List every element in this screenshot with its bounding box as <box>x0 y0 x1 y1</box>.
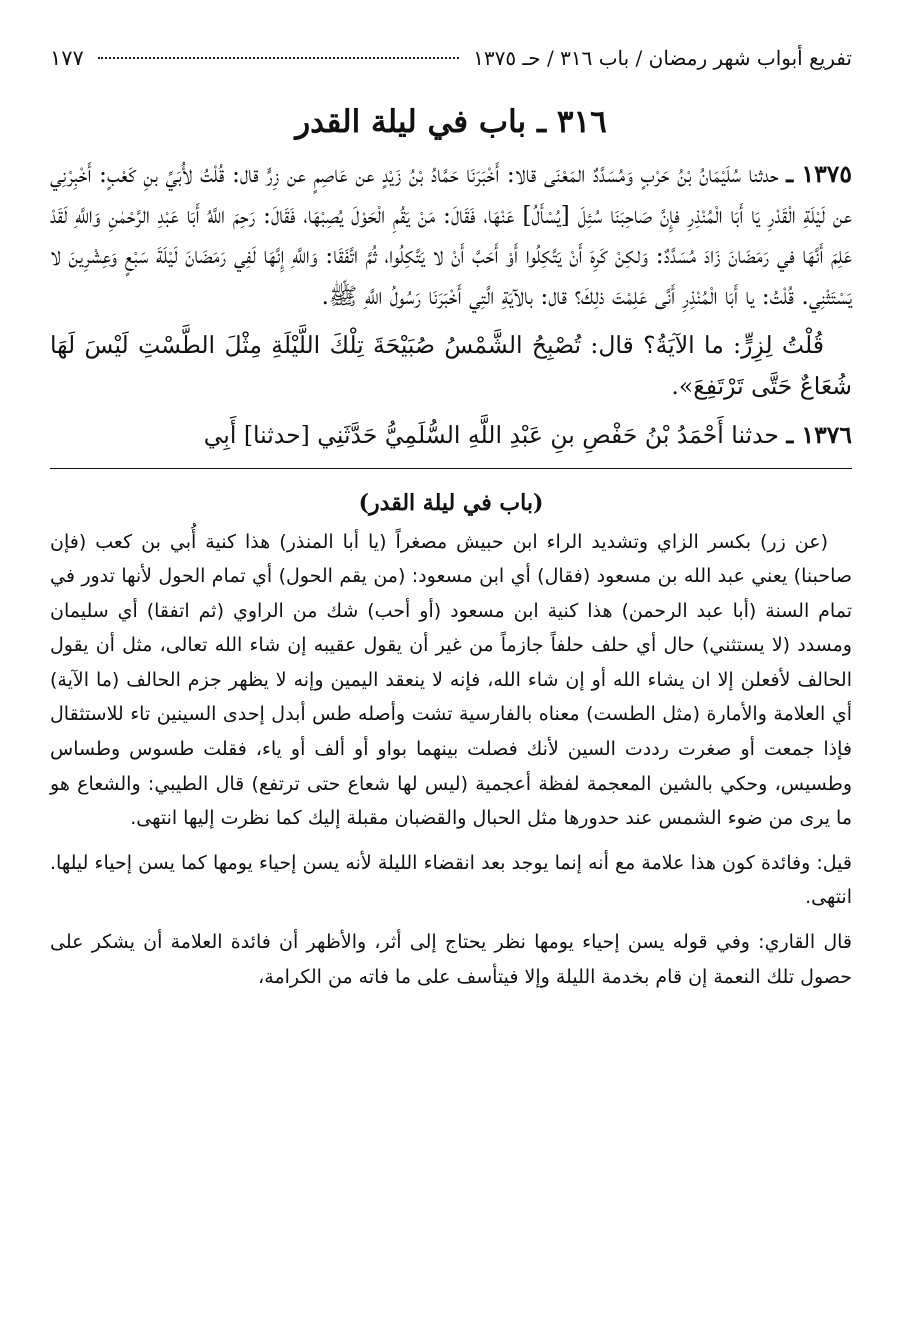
page-number: ١٧٧ <box>50 46 84 70</box>
chapter-title: ٣١٦ ـ باب في ليلة القدر <box>295 104 607 140</box>
hadith-1375-paragraph-1 <box>50 154 852 316</box>
commentary-paragraph-3: قال القاري: وفي قوله يسن إحياء يومها نظر يحتاج إلى أثر، والأظهر أن فائدة العلامة أن يشكر على حصول تلك النعمة إن قام بخدمة الليلة وإلا فيتأسف على ما فاته من الكرامة، <box>50 931 852 988</box>
running-header <box>50 38 852 78</box>
commentary-paragraph-2: قيل: وفائدة كون هذا علامة مع أنه إنما يوجد بعد انقضاء الليلة لأنه يسن إحياء يومها كما يسن إحياء ليلها. انتهى. <box>50 851 852 909</box>
hadith-text: حدثنا أَحْمَدُ بْنُ حَفْصِ بنِ عَبْدِ اللَّهِ السُّلَمِيُّ حَدَّثَنِي [حدثنا] أَبِي <box>203 421 779 449</box>
commentary-title: (باب في ليلة القدر) <box>358 489 544 516</box>
commentary-paragraph-1: (عن زر) بكسر الزاي وتشديد الراء ابن حبيش مصغراً (يا أبا المنذر) هذا كنية أُبي بن كعب (فإن صاحبنا) يعني عبد الله بن مسعود (فقال) أي ابن مسعود: (من يقم الحول) أي تمام الحول لأنها تدور في تمام السنة (أبا عبد الرحمن) هذا كنية ابن مسعود (أو أحب) شك من الراوي (ثم اتفقا) أي سليمان ومسدد (لا يستثني) حال أي حلف حلفاً جازماً من غير أن يقول عقيبه إن شاء الله تعالى، مثل أن يقول الحالف لأفعلن إلا ان يشاء الله أو إن شاء الله، فإنه لا ينعقد اليمين وإنه لا يظهر جزم الحالف (ما الآية) أي العلامة والأمارة (مثل الطست) معناه بالفارسية تشت وأصله طس أبدل إحدى السينين تاء للاستثقال فإذا جمعت أو صغرت رددت السين لأنك فصلت بينهما بواو أو ألف أو ياء، فقلت طسوس وطساس وطسيس، وحكي بالشين المعجمة لفظة أعجمية (ليس لها شعاع حتى ترتفع) قال الطيبي: والشعاع هو ما يرى من ضوء الشمس عند حدورها مثل الحبال والقضبان مقبلة إليك كما نظرت إليها انتهى. <box>50 530 852 830</box>
hadith-1375-paragraph-2: قُلْتُ لِزِرٍّ: ما الآيَةُ؟ قال: تُصْبِحُ الشَّمْسُ صُبَيْحَةَ تِلْكَ اللَّيْلَةِ مِثْلَ الطَّسْتِ لَيْسَ لَهَا شُعَاعٌ حَتَّى تَرْتَفِعَ». <box>50 331 852 400</box>
book-page <box>50 38 852 1318</box>
footnote-separator <box>50 468 852 469</box>
dotted-leader <box>98 57 459 59</box>
hadith-number: ١٣٧٥ ـ <box>786 160 852 188</box>
hadith-1376 <box>50 415 852 456</box>
hadith-text: حدثنا سُلَيْمَانُ بْنُ حَرْبٍ وَمُسَدَّدٌ المَعْنَى قالا: أَخْبَرَنَا حَمَّادُ بْنُ زَيْدٍ عن عَاصِمٍ عن زِرٍّ قال: قُلْتُ لأُبَيِّ بنِ كَعْبٍ: أَخْبِرْنِي عن لَيْلَةِ الْقَدْرِ يَا أَبَا الْمُنْذِرِ فإِنَّ صَاحِبَنَا سُئِلَ [يُسْأَلُ] عَنْهَا، فَقَالَ: مَنْ يَقُمِ الْحَوْلَ يُصِبْهَا، فَقَالَ: رَحِمَ اللَّهُ أَبَا عَبْدِ الرَّحْمٰنِ وَاللَّهِ لَقَدْ عَلِمَ أَنَّهَا في رَمَضَانَ زَادَ مُسَدَّدٌ: وَلكِنْ كَرِهَ أَنْ يَتَّكِلُوا أَوْ أَحَبَّ أَنْ لا يَتَّكِلُوا، ثُمَّ اتَّفَقَا: وَاللَّهِ إِنَّهَا لَفِي رَمَضَانَ لَيْلَةَ سَبْعٍ وَعِشْرِينَ لا يَسْتَثْنِي. قُلْتُ: يا أَبَا الْمُنْذِرِ أَنَّى عَلِمْتَ ذلِكَ؟ قال: بالآيَةِ الَّتِي أَخْبَرَنَا رَسُولُ اللَّهِ ﷺ. <box>50 160 852 310</box>
running-title: تفريع أبواب شهر رمضان / باب ٣١٦ / حـ ١٣٧٥ <box>473 46 852 70</box>
hadith-number: ١٣٧٦ ـ <box>786 421 852 449</box>
